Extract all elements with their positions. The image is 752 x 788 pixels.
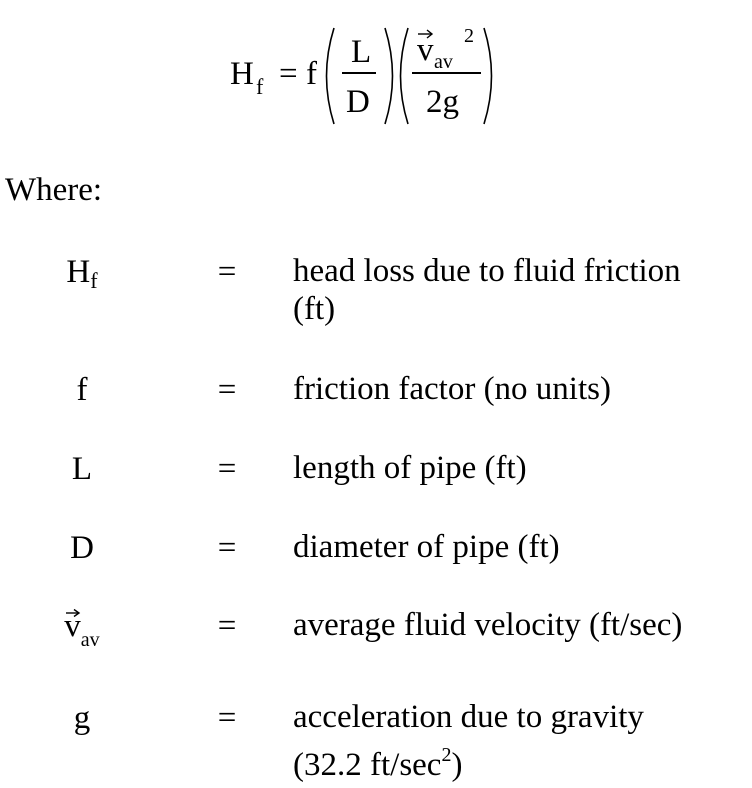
definition-description: acceleration due to gravity (32.2 $ft/\sec^2$) — [293, 699, 644, 783]
fraction2-numerator-exponent: 2 — [464, 25, 474, 47]
definition-equals: = — [217, 530, 237, 566]
definition-symbol: D — [70, 530, 94, 566]
definition-equals: = — [217, 608, 237, 644]
formula-lhs: H — [230, 56, 254, 92]
definition-equals: = — [217, 372, 237, 408]
symbol-subscript: av — [80, 629, 100, 651]
definition-description: length of pipe (ft) — [293, 450, 527, 486]
paren-right-1 — [385, 28, 393, 124]
fraction2-numerator-subscript: av — [434, 51, 453, 73]
exponent: 2 — [441, 744, 452, 766]
vector-arrow-icon — [65, 608, 81, 618]
symbol-subscript: f — [90, 268, 98, 293]
definition-description: head loss due to fluid friction (ft) — [293, 253, 681, 327]
paren-right-2 — [484, 28, 492, 124]
paren-left-2 — [401, 28, 409, 124]
formula-lhs-subscript: f — [256, 74, 264, 99]
fraction1-denominator: D — [346, 84, 370, 120]
definition-equals: = — [217, 700, 237, 736]
definition-equals: = — [217, 254, 237, 290]
fraction2-numerator: v — [417, 32, 434, 68]
formula-friction-factor: f — [306, 56, 317, 92]
paren-left-1 — [327, 28, 335, 124]
where-label: Where: — [5, 172, 103, 208]
vector-symbol: v — [64, 608, 81, 644]
definition-symbol: L — [71, 451, 93, 487]
definition-symbol: f — [76, 372, 88, 408]
definition-equals: = — [217, 451, 237, 487]
formula-graphic — [0, 0, 752, 140]
definition-symbol: $H_f$ — [66, 254, 98, 293]
definition-description: friction factor (no units) — [293, 371, 611, 407]
fraction1-numerator: L — [351, 34, 372, 70]
definition-symbol: g — [73, 700, 91, 736]
definition-description: diameter of pipe (ft) — [293, 529, 560, 565]
fraction2-denominator: 2g — [426, 84, 459, 120]
definition-symbol — [0, 606, 182, 660]
definition-description: average fluid velocity (ft/sec) — [293, 607, 683, 643]
head-loss-formula — [0, 0, 752, 140]
formula-equals: = — [279, 56, 298, 92]
